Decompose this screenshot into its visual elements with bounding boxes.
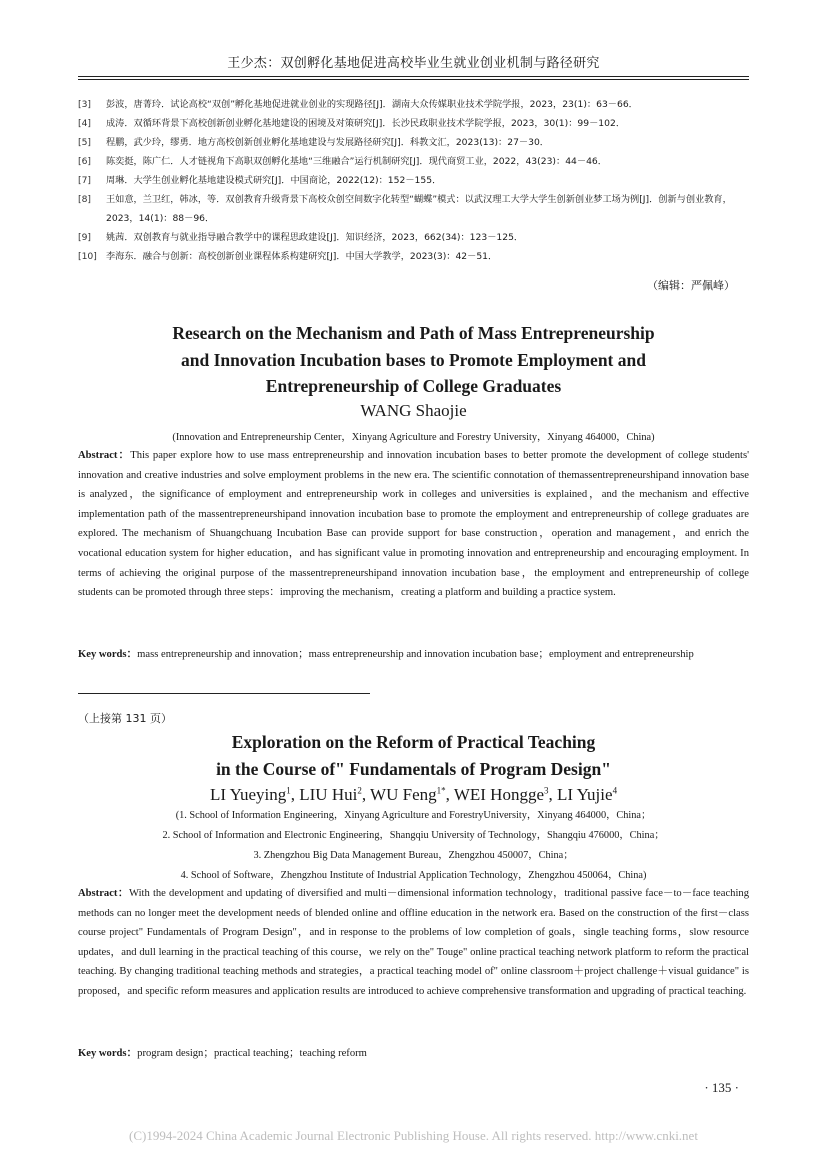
reference-text: 程鹏，武少玲，缪勇．地方高校创新创业孵化基地建设与发展路径研究[J]．科教文汇，2023(13)：27－30． [106, 137, 549, 148]
reference-number: [3] [78, 99, 92, 110]
reference-item [78, 133, 749, 152]
author-sup: 3 [544, 785, 549, 796]
header-rule [78, 76, 749, 80]
reference-list [78, 95, 749, 266]
article1-author: WANG Shaojie [360, 401, 467, 420]
reference-item [78, 114, 749, 133]
reference-text: 彭波，唐菁玲．试论高校“双创”孵化基地促进就业创业的实现路径[J]．湖南大众传媒职业技术学院学报，2023，23(1)：63－66． [106, 99, 638, 110]
author-sup: 1 [286, 785, 291, 796]
author-name: LI Yueying [209, 785, 287, 804]
author-name: LI Yujie [557, 785, 613, 804]
reference-item [78, 190, 749, 228]
reference-item [78, 247, 749, 266]
article2-keywords [78, 1044, 749, 1064]
abstract-text: This paper explore how to use mass entrepreneurship and innovation incubation bases to better promote the development of college students' innovation and creative industries and solve employment problems in the new era. The scientific connotation of themassentrepreneurshipand innovation base is analyzed，the significance of employment and entrepreneurship work in colleges and universities is explained，and the mechanism and effective implementation path of the massentrepreneurshipand innovation incubation base to promote the employment and entrepreneurship of college graduates are explored. The mechanism of Shuangchuang Incubation Base can provide support for base construction，operation and management，and enrich the vocational education system for higher education，and has significant value in promoting innovation and entrepreneurship and encouraging employment. In terms of achieving the original purpose of the massentrepreneurshipand innovation incubation base，the employment and entrepreneurship of college students can be promoted through three steps：improving the mechanism，creating a platform and building a practice system. [78, 450, 749, 599]
continued-from: （上接第 131 页） [78, 712, 172, 725]
section-divider [78, 693, 370, 694]
reference-text: 周琳．大学生创业孵化基地建设模式研究[J]．中国商论，2022(12)：152－155． [106, 175, 442, 186]
author-name: LIU Hui [299, 785, 358, 804]
reference-text: 成涛．双循环背景下高校创新创业孵化基地建设的困境及对策研究[J]．长沙民政职业技术学院学报，2023，30(1)：99－102． [106, 118, 626, 129]
reference-item [78, 95, 749, 114]
affiliation-line: 3. Zhengzhou Big Data Management Bureau，Zhengzhou 450007，China； [253, 850, 574, 861]
reference-text: 陈奕挺，陈广仁．人才链视角下高职双创孵化基地“三维融合”运行机制研究[J]．现代商贸工业，2022，43(23)：44－46． [106, 156, 607, 167]
abstract-label: Abstract： [78, 888, 130, 899]
reference-text: 姚茜．双创教育与就业指导融合教学中的课程思政建设[J]．知识经济，2023，662(34)：123－125． [106, 232, 524, 243]
keywords-label: Key words： [78, 1048, 138, 1059]
copyright-footer: (C)1994-2024 China Academic Journal Electronic Publishing House. All rights reserved. http://www.cnki.net [129, 1128, 698, 1143]
reference-text: 李海东．融合与创新：高校创新创业课程体系构建研究[J]．中国大学教学，2023(3)：42－51． [106, 251, 498, 262]
reference-number: [4] [78, 118, 92, 129]
reference-item [78, 228, 749, 247]
author-sup: 1* [436, 785, 446, 796]
reference-item [78, 171, 749, 190]
article1-affiliation: (Innovation and Entrepreneurship Center，Xinyang Agriculture and Forestry University，Xinyang 464000，China) [172, 432, 655, 443]
reference-number: [8] [78, 194, 92, 205]
abstract-text: With the development and updating of diversified and multi－dimensional information technology，traditional passive face－to－face teaching methods can no longer meet the development needs of blended online and offline education in the network era. Based on the construction of the first－class course project" Fundamentals of Program Design"，and in response to the problems of low completion of goals，single teaching forms，slow resource updates，and dull learning in the practical teaching of this course，we rely on the" Touge" online practical teaching network platform to reform the practical teaching. By changing traditional teaching methods and strategies，a practical teaching model of" online classroom＋project challenge＋visual guidance" is proposed，and specific reform measures and application results are introduced to achieve comprehensive transformation and upgrading of practical teaching. [78, 888, 749, 997]
running-title: 王少杰：双创孵化基地促进高校毕业生就业创业机制与路径研究 [227, 56, 600, 71]
abstract-label: Abstract： [78, 450, 131, 461]
page-number: · 135 · [704, 1080, 739, 1095]
article1-keywords [78, 645, 749, 665]
author-name: WU Feng [370, 785, 437, 804]
article1-title [78, 320, 749, 400]
reference-item [78, 152, 749, 171]
keywords-label: Key words： [78, 649, 138, 660]
author-sup: 4 [612, 785, 618, 796]
reference-number: [7] [78, 175, 92, 186]
article2-title-line: in the Course of" Fundamentals of Program Design" [216, 758, 611, 779]
article1-abstract [78, 446, 749, 603]
article1-title-line: Research on the Mechanism and Path of Mass Entrepreneurship [172, 323, 655, 343]
reference-number: [10] [78, 251, 97, 262]
article2-title [78, 729, 749, 782]
affiliation-line: 4. School of Software，Zhengzhou Institute of Industrial Application Technology，Zhengzhou 450064，China) [180, 870, 647, 881]
article1-title-line: Entrepreneurship of College Graduates [265, 376, 562, 396]
article2-affiliations [78, 806, 749, 886]
editor-note: （编辑：严佩峰） [647, 279, 735, 292]
keywords-text: mass entrepreneurship and innovation；mass entrepreneurship and innovation incubation base；employment and entrepreneurship [137, 649, 694, 660]
affiliation-line: 2. School of Information and Electronic Engineering，Shangqiu University of Technology，Shangqiu 476000，China； [162, 830, 665, 841]
author-sup: 2 [357, 785, 362, 796]
keywords-text: program design；practical teaching；teaching reform [137, 1048, 367, 1059]
affiliation-line: (1. School of Information Engineering，Xinyang Agriculture and ForestryUniversity，Xinyang 464000，China； [175, 810, 652, 821]
article2-authors: LI Yueying$^1$, LIU Hui$^2$, WU Feng$^{1*}$, WEI Hongge$^3$, LI Yujie$^4$ [209, 785, 618, 804]
reference-number: [9] [78, 232, 92, 243]
article2-title-line: Exploration on the Reform of Practical Teaching [231, 732, 596, 752]
reference-number: [5] [78, 137, 92, 148]
article1-title-line: and Innovation Incubation bases to Promote Employment and [181, 349, 646, 370]
reference-text: 王如意，兰卫红，韩冰，等．双创教育升级背景下高校众创空间数字化转型“蝴蝶”模式：以武汉理工大学大学生创新创业梦工场为例[J]．创新与创业教育，2023，14(1)：88－96． [106, 194, 732, 224]
reference-number: [6] [78, 156, 92, 167]
article2-abstract [78, 884, 749, 1002]
author-name: WEI Hongge [453, 785, 544, 804]
